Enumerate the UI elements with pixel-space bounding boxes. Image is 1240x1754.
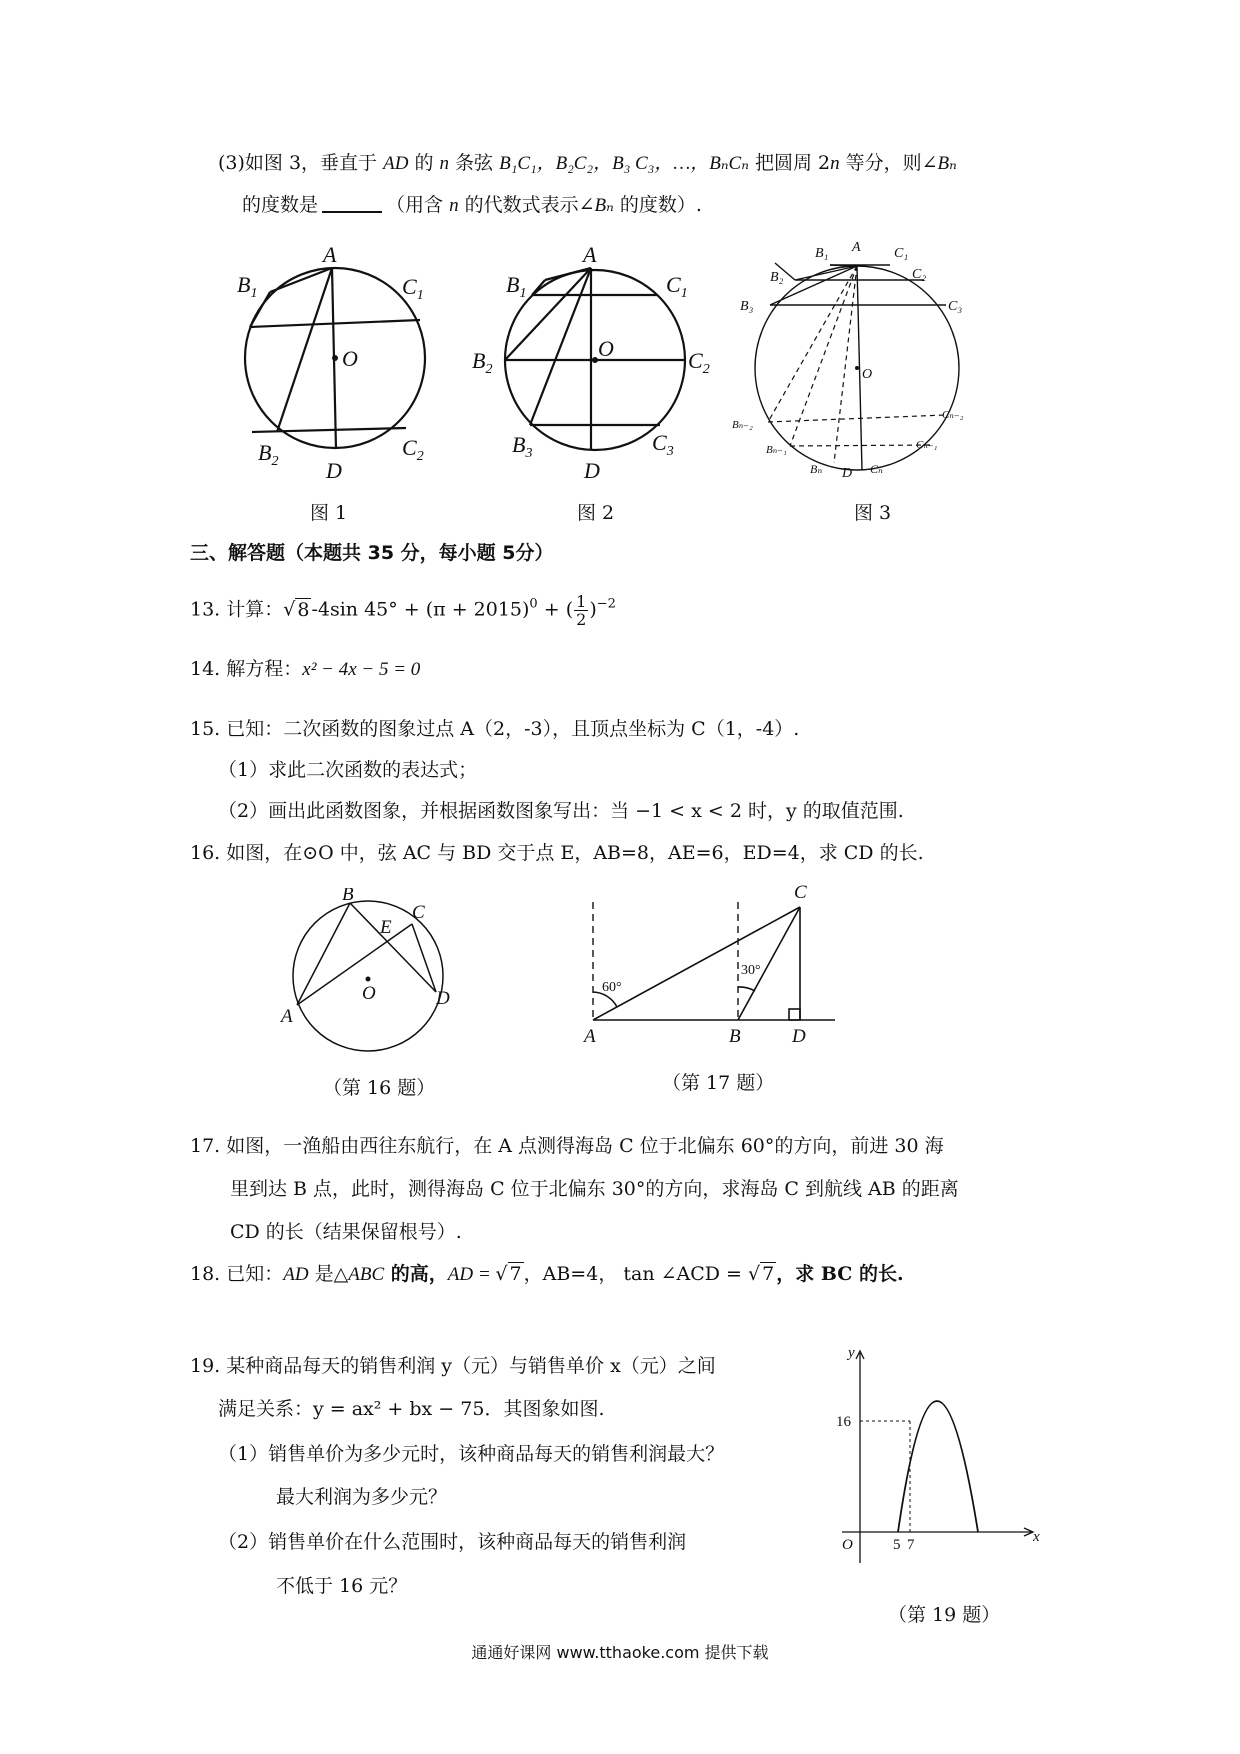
figure-1 <box>230 240 440 490</box>
f3-label-d: D <box>842 466 853 481</box>
f3-label-cn: Cₙ <box>870 462 883 476</box>
q13-expr-c: + ( <box>537 598 574 621</box>
figure-q16 <box>278 888 468 1058</box>
figure-2-caption: 图 2 <box>577 502 615 524</box>
figure-3-caption: 图 3 <box>854 502 892 524</box>
q12-part3-line1 <box>218 150 957 177</box>
f2-label-b1: $B_1$ <box>506 272 527 301</box>
q17-line2: 里到达 B 点，此时，测得海岛 C 位于北偏东 30°的方向，求海岛 C 到航线 AB 的距离 <box>230 1178 959 1200</box>
q12-ad: AD <box>383 153 409 174</box>
f2-label-b2: $B_2$ <box>472 348 493 377</box>
q12-bn2: Bₙ <box>594 195 614 216</box>
f1-label-d: D <box>326 458 342 483</box>
q13-expr-b: -4sin 45° + (π + 2015) <box>311 598 530 621</box>
q14 <box>190 656 420 683</box>
f1-label-a: A <box>323 242 337 267</box>
f3-label-c3: C₃ <box>948 299 963 314</box>
q12-text-e: 等分，则∠ <box>839 152 938 174</box>
footer-watermark: 通通好课网 www.tthaoke.com 提供下载 <box>471 1643 769 1662</box>
q12-text-d: 把圆周 2 <box>748 152 831 174</box>
f3-label-a: A <box>852 240 861 255</box>
f3-label-c2: C₂ <box>912 267 927 282</box>
q15-part2: （2）画出此函数图象，并根据函数图象写出：当 −1 < x < 2 时，y 的取值范围. <box>218 800 904 822</box>
f2-label-b3: $B_3$ <box>512 432 533 461</box>
q12-n3: n <box>449 195 459 216</box>
q15-part1: （1）求此二次函数的表达式； <box>218 759 478 781</box>
caption-q16: （第 16 题） <box>323 1077 436 1099</box>
f3-label-b1: B₁ <box>815 246 829 261</box>
f3-label-b2: B₂ <box>770 270 784 285</box>
q13-fraction: $\frac{1}{2}$ <box>576 592 587 629</box>
f3-label-bn: Bₙ <box>810 462 823 476</box>
f3-label-b3: B₃ <box>740 299 754 314</box>
f2-label-o: O <box>598 336 614 361</box>
q18: 18. 已知：AD 是△ABC 的高，AD = √ 7 ，AB=4， tan ∠ACD = √ 7 ，求 BC 的长. <box>190 1263 904 1285</box>
q12-chords: B₁C₁，B₂C₂，B₃ C₃，…，BₙCₙ <box>499 153 749 174</box>
q13-label: 13. 计算： <box>190 598 284 621</box>
q12-n2: n <box>830 153 840 174</box>
q12-line2-d: 的度数）. <box>613 194 702 216</box>
q12-n: n <box>439 153 450 174</box>
f2-label-c1: $C_1$ <box>666 272 688 301</box>
f3-label-o: O <box>862 367 873 382</box>
graph-tick-16: 16 <box>836 1414 851 1430</box>
q12-text-c: 条弦 <box>449 152 500 174</box>
sqrt-symbol: √ <box>283 598 296 621</box>
q19-part2: （2）销售单价在什么范围时，该种商品每天的销售利润 <box>218 1531 687 1553</box>
section-3-heading: 三、解答题（本题共 35 分，每小题 5分） <box>190 542 554 564</box>
graph-tick-7: 7 <box>907 1537 915 1553</box>
q13-exp0: 0 <box>529 596 538 612</box>
f3-label-bn2: Bₙ₋₂ <box>732 419 753 431</box>
q13-sqrt-8: 8 <box>297 598 310 621</box>
f17-label-b: B <box>729 1026 741 1047</box>
f2-label-c3: $C_3$ <box>652 430 674 459</box>
f16-label-o: O <box>362 983 376 1004</box>
f17-label-c: C <box>794 882 807 903</box>
q14-equation: x² − 4x − 5 = 0 <box>302 659 421 680</box>
f2-label-d: D <box>584 458 600 483</box>
f2-label-a: A <box>583 242 597 267</box>
figure-3 <box>730 235 970 495</box>
graph-x-label: x <box>1033 1529 1040 1545</box>
q12-part3-line2 <box>242 192 702 219</box>
q19-line2: 满足关系：y = ax² + bx − 75．其图象如图. <box>218 1398 605 1420</box>
q14-label: 14. 解方程： <box>190 658 303 680</box>
q13-expr-d: ) <box>589 598 597 621</box>
graph-origin: O <box>842 1537 853 1553</box>
q12-line2-c: 的代数式表示∠ <box>458 194 595 216</box>
q15-text: 15. 已知：二次函数的图象过点 A（2，-3），且顶点坐标为 C（1，-4）. <box>190 718 800 740</box>
q17-line1: 17. 如图，一渔船由西往东航行，在 A 点测得海岛 C 位于北偏东 60°的方向，前进 30 海 <box>190 1135 944 1157</box>
caption-q17: （第 17 题） <box>662 1072 775 1094</box>
f16-label-b: B <box>342 888 354 905</box>
figure-q17 <box>575 880 845 1050</box>
f16-label-e: E <box>380 917 392 938</box>
f17-angle-30: 30° <box>741 963 761 978</box>
q12-text-b: 的 <box>408 152 440 174</box>
f17-label-d: D <box>792 1026 806 1047</box>
q17-line3: CD 的长（结果保留根号）. <box>230 1221 462 1243</box>
q19-part1b: 最大利润为多少元？ <box>276 1486 448 1508</box>
q12-line2-a: 的度数是 <box>242 194 319 216</box>
graph-y-label: y <box>848 1345 855 1361</box>
q19-line1: 19. 某种商品每天的销售利润 y（元）与销售单价 x（元）之间 <box>190 1355 716 1377</box>
f3-label-c1: C₁ <box>894 246 909 261</box>
f1-label-b2: $B_2$ <box>258 440 279 469</box>
q12-line2-b: （用含 <box>386 194 450 216</box>
f16-label-c: C <box>412 902 425 923</box>
f17-label-a: A <box>584 1026 596 1047</box>
caption-q19: （第 19 题） <box>888 1604 1001 1626</box>
q12-bn: Bₙ <box>937 153 957 174</box>
f16-label-a: A <box>281 1006 293 1027</box>
f1-label-c1: $C_1$ <box>402 274 424 303</box>
f2-label-c2: $C_2$ <box>688 348 710 377</box>
q13 <box>190 593 616 628</box>
f3-label-cn1: Cₙ₋₁ <box>916 439 938 451</box>
q16-text: 16. 如图，在⊙O 中，弦 AC 与 BD 交于点 E，AB=8，AE=6，ED=4，求 CD 的长. <box>190 842 924 864</box>
figure-1-caption: 图 1 <box>310 502 348 524</box>
figure-2 <box>470 240 710 490</box>
f1-label-c2: $C_2$ <box>402 435 424 464</box>
answer-blank <box>322 193 382 213</box>
q12-text-a: (3)如图 3，垂直于 <box>218 152 384 174</box>
f1-label-b1: $B_1$ <box>237 272 258 301</box>
q19-part2b: 不低于 16 元？ <box>276 1575 408 1597</box>
graph-tick-5: 5 <box>893 1537 901 1553</box>
f16-label-d: D <box>436 988 450 1009</box>
f3-label-bn1: Bₙ₋₁ <box>766 444 787 456</box>
f1-label-o: O <box>342 346 358 371</box>
q13-exp-neg2: −2 <box>596 596 616 612</box>
q19-part1: （1）销售单价为多少元时，该种商品每天的销售利润最大？ <box>218 1443 725 1465</box>
f3-label-cn2: Cₙ₋₂ <box>942 409 964 421</box>
f17-angle-60: 60° <box>602 980 622 995</box>
figure-q19-graph <box>830 1345 1050 1595</box>
